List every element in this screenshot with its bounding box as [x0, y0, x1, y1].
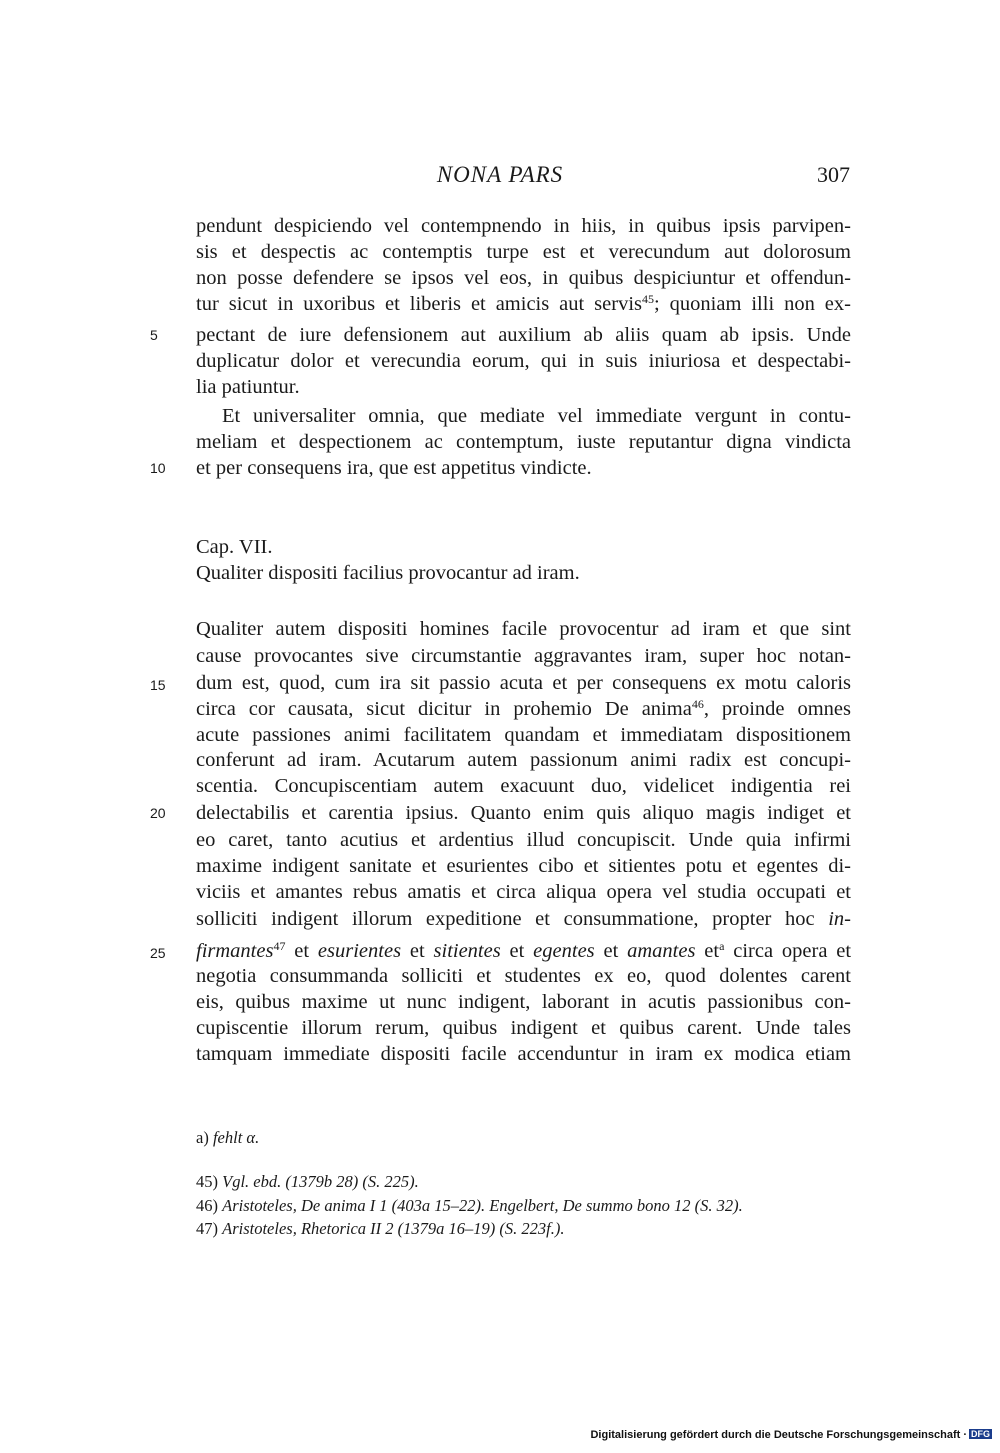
text-line: conferunt ad iram. Acutarum autem passionum animi radix est concupi-: [196, 749, 851, 771]
text-line: acute passiones animi facilitatem quandam et immediatam dispositionem: [196, 724, 851, 746]
text-line: solliciti indigent illorum expeditione et consummatione, propter hoc in-: [196, 908, 851, 930]
text-line: duplicatur dolor et verecundia eorum, qui in suis iniuriosa et despectabi-: [196, 350, 851, 372]
chapter-number: Cap. VII.: [196, 536, 273, 558]
text-line: dum est, quod, cum ira sit passio acuta et per consequens ex motu caloris: [196, 672, 851, 694]
footnote-ref: 47: [273, 939, 286, 953]
text-line: pendunt despiciendo vel contempnendo in hiis, in quibus ipsis parvipen-: [196, 215, 851, 237]
text-line: lia patiuntur.: [196, 376, 300, 398]
text-line: firmantes$^{47}$ et esurientes et sitientes et egentes et amantes $et^a$ circa opera et: [196, 939, 852, 962]
text-line: scentia. Concupiscentiam autem exacuunt duo, videlicet indigentia rei: [196, 775, 851, 797]
footnote: 46) Aristoteles, De anima I 1 (403a 15–22). Engelbert, De summo bono 12 (S. 32).: [196, 1196, 743, 1215]
footnote: 47) Aristoteles, Rhetorica II 2 (1379a 16–19) (S. 223f.).: [196, 1219, 565, 1238]
text-line: non posse defendere se ipsos vel eos, in quibus despiciuntur et offendun-: [196, 267, 851, 289]
page-number: 307: [817, 162, 850, 187]
text-line: Et universaliter omnia, que mediate vel immediate vergunt in contu-: [222, 405, 851, 427]
footnote-ref: 45: [642, 292, 655, 306]
text-line: circa cor causata, sicut dicitur in prohemio De anima$^{46}$, proinde omnes: [196, 697, 851, 720]
line-number: 10: [150, 460, 166, 476]
line-number: 25: [150, 945, 166, 961]
dfg-logo: DFG: [971, 1429, 990, 1439]
running-title: NONA PARS: [436, 162, 564, 187]
text-line: Qualiter autem dispositi homines facile provocentur ad iram et que sint: [196, 618, 851, 640]
text-line: sis et despectis ac contemptis turpe est et verecundum aut dolorosum: [196, 241, 851, 263]
text-line: maxime indigent sanitate et esurientes cibo et sitientes potu et egentes di-: [196, 855, 851, 877]
text-line: et per consequens ira, que est appetitus vindicte.: [196, 457, 592, 479]
line-number: 20: [150, 805, 166, 821]
text-line: negotia consummanda solliciti et studentes ex eo, quod dolentes carent: [196, 965, 851, 987]
text-line: eis, quibus maxime ut nunc indigent, laborant in acutis passionibus con-: [196, 991, 851, 1013]
line-number: 5: [150, 327, 158, 343]
footnote-ref: 46: [691, 697, 704, 711]
text-line: pectant de iure defensionem aut auxilium ab aliis quam ab ipsis. Unde: [196, 324, 851, 346]
text-line: cupiscentie illorum rerum, quibus indigent et quibus carent. Unde tales: [196, 1017, 851, 1039]
line-number: 15: [150, 677, 166, 693]
text-line: tamquam immediate dispositi facile accenduntur in iram ex modica etiam: [196, 1043, 851, 1065]
text-line: viciis et amantes rebus amatis et circa aliqua opera vel studia occupati et: [196, 881, 851, 903]
footnote: 45) Vgl. ebd. (1379b 28) (S. 225).: [196, 1172, 419, 1191]
chapter-title: Qualiter dispositi facilius provocantur ad iram.: [196, 562, 580, 584]
text-line: tur sicut in uxoribus et liberis et amicis aut servis$^{45}$; quoniam illi non ex-: [196, 292, 851, 315]
footnote: a) fehlt α.: [196, 1128, 260, 1147]
text-line: meliam et despectionem ac contemptum, iuste reputantur digna vindicta: [196, 431, 851, 453]
text-line: eo caret, tanto acutius et ardentius illud concupiscit. Unde quia infirmi: [196, 829, 851, 851]
text-line: delectabilis et carentia ipsius. Quanto enim quis aliquo magis indiget et: [196, 802, 851, 824]
text-line: cause provocantes sive circumstantie aggravantes iram, super hoc notan-: [196, 645, 851, 667]
digitization-credit: Digitalisierung gefördert durch die Deutsche Forschungsgemeinschaft · DFG: [590, 1429, 990, 1441]
footnote-ref: a: [719, 939, 725, 953]
